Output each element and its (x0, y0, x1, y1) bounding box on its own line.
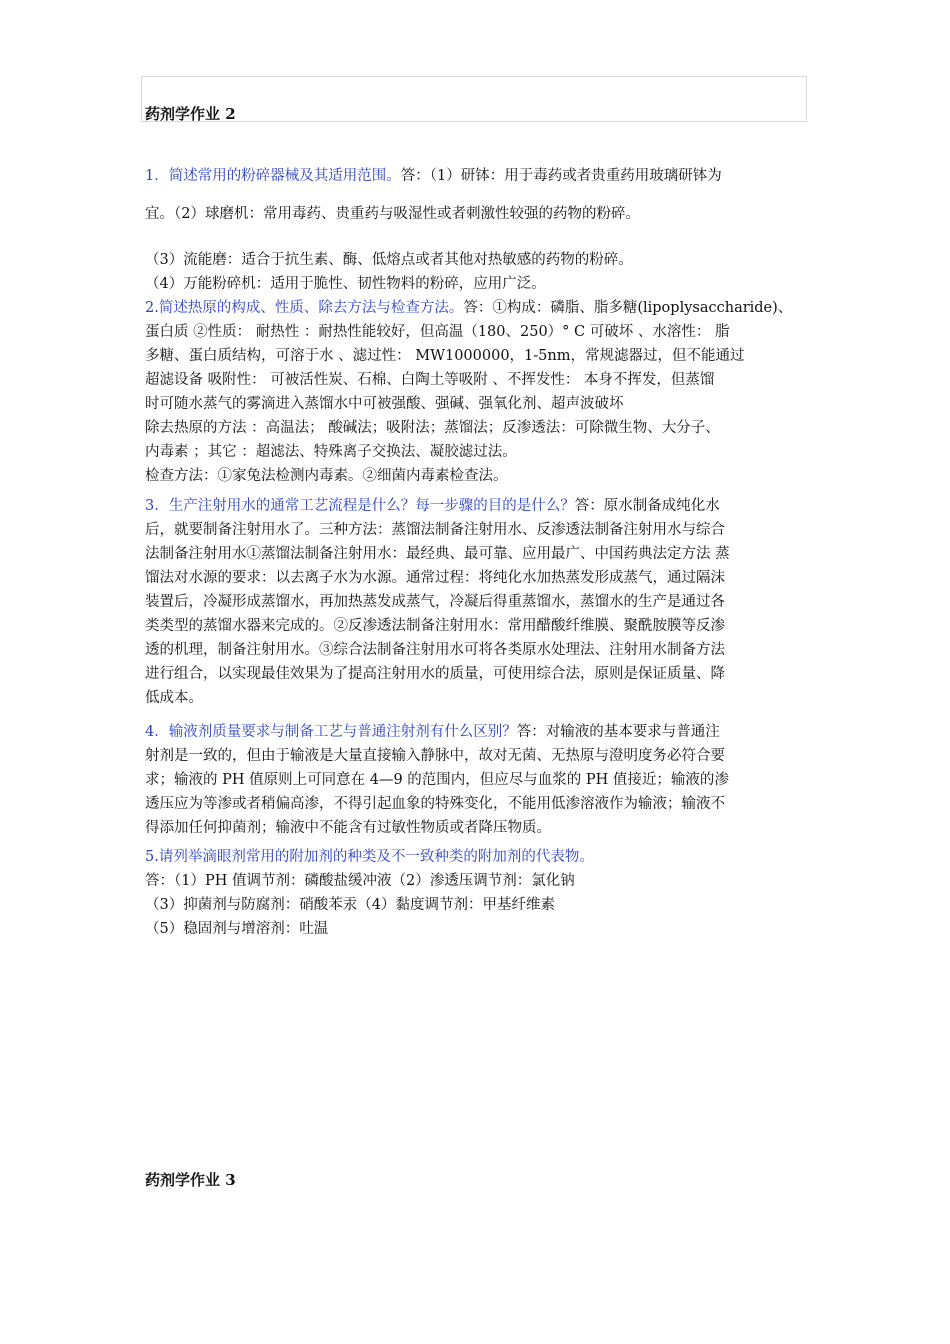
question-3-answer-line: 低成本。 (145, 690, 203, 706)
question-2-answer-line: 超滤设备 吸附性： 可被活性炭、石棉、白陶土等吸附 、不挥发性： 本身不挥发，但蒸馏 (145, 372, 715, 388)
question-2-prompt: 2.简述热原的构成、性质、除去方法与检查方法。 (145, 300, 464, 316)
question-3-block (145, 494, 817, 710)
question-5-answer-line: 答：（1）PH 值调节剂：磷酸盐缓冲液（2）渗透压调节剂：氯化钠 (145, 873, 575, 889)
question-2-answer-line: 除去热原的方法 ：高温法； 酸碱法；吸附法；蒸馏法；反渗透法：可除微生物、大分子、 (145, 420, 720, 436)
question-3-answer-line: 后，就要制备注射用水了。三种方法：蒸馏法制备注射用水、反渗透法制备注射用水与综合 (145, 522, 725, 538)
question-4-answer-line: 射剂是一致的，但由于输液是大量直接输入静脉中，故对无菌、无热原与澄明度务必符合要 (145, 748, 725, 764)
question-3-prompt: 3．生产注射用水的通常工艺流程是什么？每一步骤的目的是什么？ (145, 498, 575, 514)
question-4-answer-line: 求；输液的 PH 值原则上可同意在 4—9 的范围内，但应尽与血浆的 PH 值接近；输液的渗 (145, 772, 729, 788)
question-3-answer-line: 类类型的蒸馏水器来完成的。②反渗透法制备注射用水：常用醋酸纤维膜、聚酰胺膜等反渗 (145, 618, 725, 634)
question-3-answer-line: 答：原水制备成纯化水 (574, 498, 720, 514)
question-5-answer-line: （3）抑菌剂与防腐剂：硝酸苯汞（4）黏度调节剂：甲基纤维素 (145, 897, 555, 913)
question-5-prompt: 5.请列举滴眼剂常用的附加剂的种类及不一致种类的附加剂的代表物。 (145, 849, 594, 865)
question-4-block (145, 720, 817, 840)
next-section-title: 药剂学作业 3 (145, 1171, 236, 1189)
question-4-answer-line: 得添加任何抑菌剂；输液中不能含有过敏性物质或者降压物质。 (145, 820, 551, 836)
question-3-answer-line: 法制备注射用水①蒸馏法制备注射用水：最经典、最可靠、应用最广、中国药典法定方法 蒸 (145, 546, 730, 562)
question-4-prompt: 4．输液剂质量要求与制备工艺与普通注射剂有什么区别？ (145, 724, 517, 740)
question-4-answer-line: 透压应为等渗或者稍偏高渗，不得引起血象的特殊变化，不能用低渗溶液作为输液；输液不 (145, 796, 725, 812)
question-1-answer-line: （4）万能粉碎机：适用于脆性、韧性物料的粉碎，应用广泛。 (145, 276, 546, 292)
question-1-answer-line: （3）流能磨：适合于抗生素、酶、低熔点或者其他对热敏感的药物的粉碎。 (145, 252, 633, 268)
question-3-answer-line: 透的机理，制备注射用水。③综合法制备注射用水可将各类原水处理法、注射用水制备方法 (145, 642, 725, 658)
question-1-block (145, 164, 817, 188)
question-2-answer-line: 检查方法：①家兔法检测内毒素。②细菌内毒素检查法。 (145, 468, 508, 484)
question-1-prompt: 1．简述常用的粉碎器械及其适用范围。 (145, 168, 401, 184)
question-2-answer-line: 多糖、蛋白质结构，可溶于水 、滤过性： MW1000000，1-5nm，常规滤器过，但不能通过 (145, 348, 745, 364)
question-3-answer-line: 馏法对水源的要求：以去离子水为水源。通常过程：将纯化水加热蒸发形成蒸气，通过隔沫 (145, 570, 725, 586)
question-5-block (145, 845, 817, 941)
question-2-answer-line: 答：①构成：磷脂、脂多糖(lipoplysaccharide)、 (463, 300, 793, 316)
question-3-answer-line: 装置后，冷凝形成蒸馏水，再加热蒸发成蒸气，冷凝后得重蒸馏水，蒸馏水的生产是通过各 (145, 594, 725, 610)
question-4-answer-line: 答：对输液的基本要求与普通注 (516, 724, 720, 740)
question-1-answer-line: 答：（1）研钵：用于毒药或者贵重药用玻璃研钵为 (400, 168, 722, 184)
question-2-answer-line: 时可随水蒸气的雾滴进入蒸馏水中可被强酸、强碱、强氧化剂、超声波破坏 (145, 396, 624, 412)
question-2-answer-line: 内毒素 ；其它 ：超滤法、特殊离子交换法、凝胶滤过法。 (145, 444, 517, 460)
question-2-answer-line: 蛋白质 ②性质： 耐热性 ：耐热性能较好，但高温（180、250）° C 可破坏 、水溶性： 脂 (145, 324, 730, 340)
page-title: 药剂学作业 2 (145, 105, 236, 123)
question-2-block (145, 296, 817, 488)
header-frame (141, 76, 807, 122)
question-3-answer-line: 进行组合，以实现最佳效果为了提高注射用水的质量，可使用综合法，原则是保证质量、降 (145, 666, 725, 682)
question-1-answer-line: 宜。（2）球磨机：常用毒药、贵重药与吸湿性或者刺激性较强的药物的粉碎。 (145, 206, 640, 222)
question-5-answer-line: （5）稳固剂与增溶剂：吐温 (145, 921, 329, 937)
